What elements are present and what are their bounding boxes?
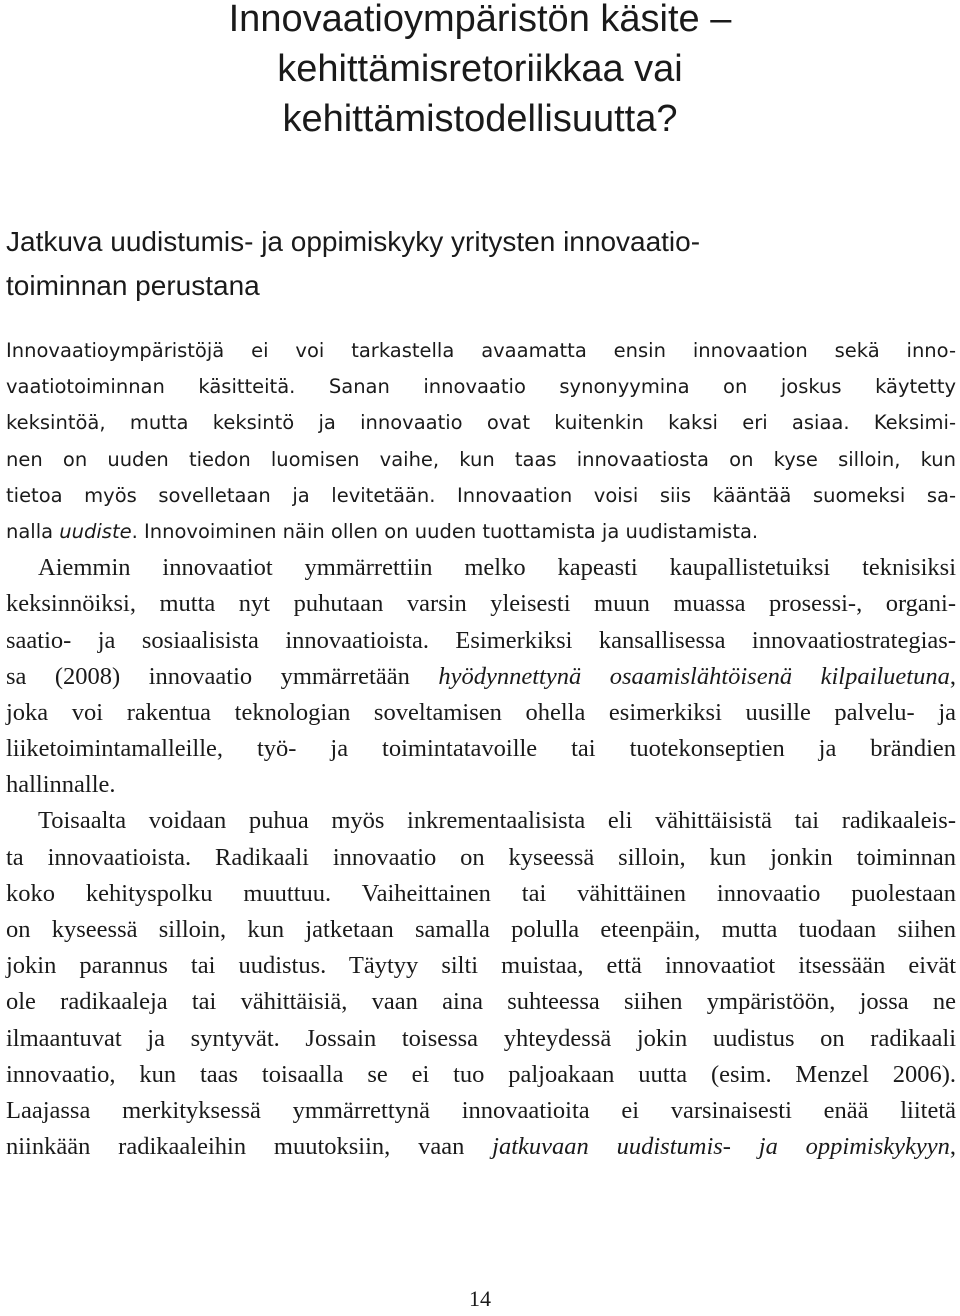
- text-line: [6, 731, 956, 767]
- text-run: Toisaalta voidaan puhua myös inkrementaalisista eli vähittäisistä tai radikaaleis-: [38, 807, 956, 835]
- text-line: [6, 767, 956, 803]
- text-line: [6, 659, 956, 695]
- text-run: tietoa myös sovelletaan ja levitetään. Innovaation voisi siis kääntää suomeksi sa-: [6, 483, 956, 507]
- text-line: [6, 369, 956, 405]
- text-run: Aiemmin innovaatiot ymmärrettiin melko kapeasti kaupallistetuiksi teknisiksi: [38, 554, 956, 582]
- body-text: [6, 333, 956, 1165]
- text-run: sa (2008) innovaatio ymmärretään: [6, 662, 439, 690]
- text-line: [6, 1129, 956, 1165]
- text-line: [6, 948, 956, 984]
- text-run: on kyseessä silloin, kun jatketaan samalla polulla eteenpäin, mutta tuodaan siihen: [6, 916, 956, 943]
- text-line: [6, 550, 956, 586]
- text-run: nalla: [6, 519, 60, 543]
- chapter-title-line: Innovaatioympäristön käsite –: [228, 0, 732, 40]
- text-run: jokin parannus tai uudistus. Täytyy silti muistaa, että innovaatiot itsessään eivät: [6, 952, 956, 980]
- text-run: Laajassa merkityksessä ymmärrettynä innovaatioita ei varsinaisesti enää liitetä: [6, 1096, 956, 1124]
- text-line: [6, 623, 956, 659]
- italic-term: hyödynnettynä osaamislähtöisenä kilpailuetuna: [438, 662, 950, 690]
- text-line: [6, 1093, 956, 1129]
- text-run: . Innovoiminen näin ollen on uuden tuottamista ja uudistamista.: [131, 519, 759, 543]
- text-line: [6, 405, 956, 441]
- text-run: ,: [949, 1133, 956, 1161]
- text-line: [6, 912, 956, 948]
- text-run: niinkään radikaaleihin muutoksiin, vaan: [6, 1133, 493, 1161]
- text-run: innovaatio, kun taas toisaalla se ei tuo paljoakaan uutta (esim. Menzel 2006).: [6, 1060, 956, 1088]
- text-run: joka voi rakentua teknologian soveltamisen ohella esimerkiksi uusille palvelu- ja: [6, 698, 956, 726]
- text-line: [6, 514, 956, 550]
- text-run: ,: [949, 662, 956, 690]
- paragraph: [6, 333, 956, 550]
- chapter-title: [0, 0, 960, 144]
- paragraph: [6, 803, 956, 1165]
- section-heading: [6, 220, 946, 308]
- text-line: [6, 876, 956, 912]
- text-run: liiketoimintamalleille, työ- ja toimintatavoille tai tuotekonseptien ja brändien: [6, 735, 956, 763]
- text-run: ole radikaaleja tai vähittäisiä, vaan aina suhteessa siihen ympäristöön, jossa ne: [6, 988, 956, 1016]
- page-number: 14: [469, 1286, 491, 1311]
- text-run: keksintöä, mutta keksintö ja innovaatio ovat kuitenkin kaksi eri asiaa. Keksimi-: [6, 411, 956, 435]
- italic-term: uudiste: [59, 519, 132, 543]
- chapter-title-line: kehittämisretoriikkaa vai: [277, 48, 683, 90]
- text-run: nen on uuden tiedon luomisen vaihe, kun taas innovaatiosta on kyse silloin, kun: [6, 447, 956, 471]
- italic-term: jatkuvaan uudistumis- ja oppimiskykyyn: [492, 1133, 950, 1161]
- text-line: [6, 984, 956, 1020]
- text-line: [6, 333, 956, 369]
- text-run: keksinnöiksi, mutta nyt puhutaan varsin yleisesti muun muassa prosessi-, organi-: [6, 590, 956, 618]
- chapter-title-line: kehittämistodellisuutta?: [282, 98, 678, 140]
- text-line: [6, 840, 956, 876]
- text-line: [6, 1057, 956, 1093]
- text-run: Innovaatioympäristöjä ei voi tarkastella avaamatta ensin innovaation sekä inno-: [6, 339, 956, 362]
- text-line: [6, 586, 956, 622]
- text-run: ta innovaatioista. Radikaali innovaatio on kyseessä silloin, kun jonkin toiminnan: [6, 843, 956, 871]
- text-line: [6, 442, 956, 478]
- text-run: saatio- ja sosiaalisista innovaatioista. Esimerkiksi kansallisessa innovaatiostrategias-: [6, 626, 956, 654]
- text-line: [6, 803, 956, 839]
- paragraph: [6, 550, 956, 803]
- section-heading-line: Jatkuva uudistumis- ja oppimiskyky yritysten innovaatio-: [6, 226, 701, 257]
- text-line: [6, 1021, 956, 1057]
- text-line: [6, 478, 956, 514]
- text-run: vaatiotoiminnan käsitteitä. Sanan innovaatio synonyymina on joskus käytetty: [6, 375, 956, 399]
- section-heading-line: toiminnan perustana: [6, 270, 260, 301]
- text-run: hallinnalle.: [6, 771, 116, 799]
- text-line: [6, 695, 956, 731]
- text-run: koko kehityspolku muuttuu. Vaiheittainen tai vähittäinen innovaatio puolestaan: [6, 879, 956, 907]
- text-run: ilmaantuvat ja syntyvät. Jossain toisessa yhteydessä jokin uudistus on radikaali: [6, 1024, 956, 1052]
